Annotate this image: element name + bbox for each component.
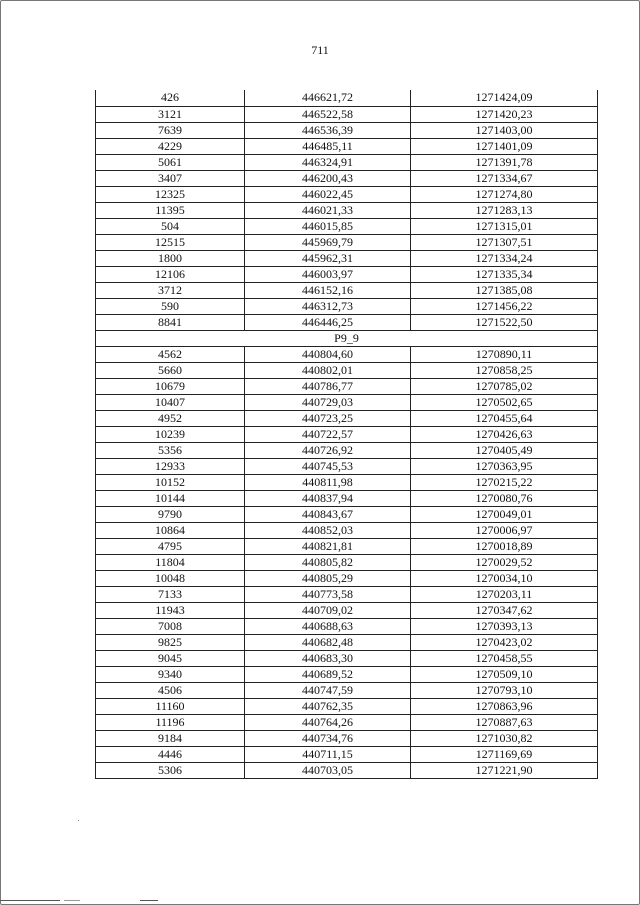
point-number-cell: 11804 [96, 554, 245, 570]
table-row [96, 234, 598, 250]
point-number-cell: 3121 [96, 106, 245, 122]
point-number-cell: 5660 [96, 362, 245, 378]
x-coordinate-cell: 446621,72 [245, 90, 411, 106]
x-coordinate-cell: 446022,45 [245, 186, 411, 202]
table-row [96, 202, 598, 218]
y-coordinate-cell: 1270455,64 [411, 410, 598, 426]
table-row [96, 714, 598, 730]
y-coordinate-cell: 1270049,01 [411, 506, 598, 522]
table-row [96, 506, 598, 522]
x-coordinate-cell: 440729,03 [245, 394, 411, 410]
table-row [96, 618, 598, 634]
table-row [96, 90, 598, 106]
x-coordinate-cell: 446021,33 [245, 202, 411, 218]
point-number-cell: 4229 [96, 138, 245, 154]
point-number-cell: 4795 [96, 538, 245, 554]
y-coordinate-cell: 1271385,08 [411, 282, 598, 298]
point-number-cell: 10864 [96, 522, 245, 538]
table-row [96, 730, 598, 746]
table-row [96, 650, 598, 666]
x-coordinate-cell: 446536,39 [245, 122, 411, 138]
x-coordinate-cell: 440843,67 [245, 506, 411, 522]
table-row [96, 106, 598, 122]
x-coordinate-cell: 440747,59 [245, 682, 411, 698]
y-coordinate-cell: 1270785,02 [411, 378, 598, 394]
point-number-cell: 3712 [96, 282, 245, 298]
table-row [96, 746, 598, 762]
table-row [96, 378, 598, 394]
point-number-cell: 11196 [96, 714, 245, 730]
table-row [96, 186, 598, 202]
x-coordinate-cell: 440805,29 [245, 570, 411, 586]
point-number-cell: 10152 [96, 474, 245, 490]
x-coordinate-cell: 446485,11 [245, 138, 411, 154]
point-number-cell: 10048 [96, 570, 245, 586]
point-number-cell: 4562 [96, 346, 245, 362]
point-number-cell: 12106 [96, 266, 245, 282]
x-coordinate-cell: 440703,05 [245, 762, 411, 778]
table-row [96, 490, 598, 506]
point-number-cell: 5306 [96, 762, 245, 778]
x-coordinate-cell: 440802,01 [245, 362, 411, 378]
x-coordinate-cell: 440773,58 [245, 586, 411, 602]
coordinates-table [95, 90, 598, 779]
y-coordinate-cell: 1270423,02 [411, 634, 598, 650]
point-number-cell: 9825 [96, 634, 245, 650]
x-coordinate-cell: 440811,98 [245, 474, 411, 490]
y-coordinate-cell: 1270080,76 [411, 490, 598, 506]
table-row [96, 410, 598, 426]
y-coordinate-cell: 1271401,09 [411, 138, 598, 154]
point-number-cell: 10144 [96, 490, 245, 506]
table-row [96, 346, 598, 362]
table-row [96, 122, 598, 138]
y-coordinate-cell: 1271315,01 [411, 218, 598, 234]
x-coordinate-cell: 440726,92 [245, 442, 411, 458]
point-number-cell: 9045 [96, 650, 245, 666]
x-coordinate-cell: 445962,31 [245, 250, 411, 266]
footer-line [0, 900, 60, 901]
table-row [96, 602, 598, 618]
point-number-cell: 12325 [96, 186, 245, 202]
y-coordinate-cell: 1270006,97 [411, 522, 598, 538]
table-row [96, 634, 598, 650]
y-coordinate-cell: 1270858,25 [411, 362, 598, 378]
point-number-cell: 9790 [96, 506, 245, 522]
y-coordinate-cell: 1271334,67 [411, 170, 598, 186]
section-header-row [96, 330, 598, 346]
table-row [96, 362, 598, 378]
point-number-cell: 10407 [96, 394, 245, 410]
point-number-cell: 11395 [96, 202, 245, 218]
y-coordinate-cell: 1270215,22 [411, 474, 598, 490]
table-row [96, 250, 598, 266]
point-number-cell: 8841 [96, 314, 245, 330]
x-coordinate-cell: 446446,25 [245, 314, 411, 330]
x-coordinate-cell: 440688,63 [245, 618, 411, 634]
y-coordinate-cell: 1270018,89 [411, 538, 598, 554]
y-coordinate-cell: 1271030,82 [411, 730, 598, 746]
x-coordinate-cell: 440821,81 [245, 538, 411, 554]
x-coordinate-cell: 446200,43 [245, 170, 411, 186]
x-coordinate-cell: 440852,03 [245, 522, 411, 538]
footer-scan-lines [0, 900, 160, 902]
point-number-cell: 5061 [96, 154, 245, 170]
y-coordinate-cell: 1271403,00 [411, 122, 598, 138]
x-coordinate-cell: 440689,52 [245, 666, 411, 682]
y-coordinate-cell: 1271335,34 [411, 266, 598, 282]
coordinates-table-body [96, 90, 598, 778]
x-coordinate-cell: 440709,02 [245, 602, 411, 618]
y-coordinate-cell: 1270363,95 [411, 458, 598, 474]
x-coordinate-cell: 440745,53 [245, 458, 411, 474]
y-coordinate-cell: 1270890,11 [411, 346, 598, 362]
point-number-cell: 12933 [96, 458, 245, 474]
point-number-cell: 4952 [96, 410, 245, 426]
y-coordinate-cell: 1271522,50 [411, 314, 598, 330]
y-coordinate-cell: 1271221,90 [411, 762, 598, 778]
table-row [96, 282, 598, 298]
table-row [96, 426, 598, 442]
point-number-cell: 9340 [96, 666, 245, 682]
table-row [96, 170, 598, 186]
point-number-cell: 4446 [96, 746, 245, 762]
y-coordinate-cell: 1270887,63 [411, 714, 598, 730]
y-coordinate-cell: 1270502,65 [411, 394, 598, 410]
point-number-cell: 10679 [96, 378, 245, 394]
point-number-cell: 4506 [96, 682, 245, 698]
point-number-cell: 10239 [96, 426, 245, 442]
point-number-cell: 504 [96, 218, 245, 234]
y-coordinate-cell: 1270405,49 [411, 442, 598, 458]
footer-line [140, 900, 158, 901]
y-coordinate-cell: 1270393,13 [411, 618, 598, 634]
section-title: Р9_9 [96, 330, 598, 346]
x-coordinate-cell: 440837,94 [245, 490, 411, 506]
x-coordinate-cell: 446324,91 [245, 154, 411, 170]
y-coordinate-cell: 1270509,10 [411, 666, 598, 682]
y-coordinate-cell: 1270029,52 [411, 554, 598, 570]
y-coordinate-cell: 1271420,23 [411, 106, 598, 122]
y-coordinate-cell: 1271307,51 [411, 234, 598, 250]
table-row [96, 138, 598, 154]
x-coordinate-cell: 446312,73 [245, 298, 411, 314]
y-coordinate-cell: 1271274,80 [411, 186, 598, 202]
scan-speck [78, 820, 79, 821]
table-row [96, 154, 598, 170]
point-number-cell: 1800 [96, 250, 245, 266]
table-row [96, 538, 598, 554]
y-coordinate-cell: 1270863,96 [411, 698, 598, 714]
y-coordinate-cell: 1270426,63 [411, 426, 598, 442]
x-coordinate-cell: 440682,48 [245, 634, 411, 650]
y-coordinate-cell: 1271424,09 [411, 90, 598, 106]
page-number: 711 [311, 43, 329, 57]
table-row [96, 522, 598, 538]
y-coordinate-cell: 1270347,62 [411, 602, 598, 618]
y-coordinate-cell: 1270793,10 [411, 682, 598, 698]
y-coordinate-cell: 1271169,69 [411, 746, 598, 762]
x-coordinate-cell: 440804,60 [245, 346, 411, 362]
point-number-cell: 3407 [96, 170, 245, 186]
x-coordinate-cell: 440805,82 [245, 554, 411, 570]
table-row [96, 570, 598, 586]
x-coordinate-cell: 440683,30 [245, 650, 411, 666]
table-row [96, 554, 598, 570]
y-coordinate-cell: 1271391,78 [411, 154, 598, 170]
footer-line [64, 900, 80, 901]
x-coordinate-cell: 440786,77 [245, 378, 411, 394]
table-row [96, 298, 598, 314]
point-number-cell: 9184 [96, 730, 245, 746]
table-row [96, 218, 598, 234]
x-coordinate-cell: 440734,76 [245, 730, 411, 746]
x-coordinate-cell: 446152,16 [245, 282, 411, 298]
table-row [96, 666, 598, 682]
y-coordinate-cell: 1270203,11 [411, 586, 598, 602]
point-number-cell: 7639 [96, 122, 245, 138]
x-coordinate-cell: 440722,57 [245, 426, 411, 442]
table-row [96, 458, 598, 474]
y-coordinate-cell: 1270458,55 [411, 650, 598, 666]
point-number-cell: 5356 [96, 442, 245, 458]
y-coordinate-cell: 1270034,10 [411, 570, 598, 586]
table-row [96, 394, 598, 410]
point-number-cell: 426 [96, 90, 245, 106]
table-row [96, 586, 598, 602]
table-row [96, 266, 598, 282]
table-row [96, 682, 598, 698]
x-coordinate-cell: 440764,26 [245, 714, 411, 730]
point-number-cell: 12515 [96, 234, 245, 250]
point-number-cell: 590 [96, 298, 245, 314]
x-coordinate-cell: 440723,25 [245, 410, 411, 426]
table-row [96, 314, 598, 330]
x-coordinate-cell: 446003,97 [245, 266, 411, 282]
x-coordinate-cell: 440711,15 [245, 746, 411, 762]
table-row [96, 442, 598, 458]
y-coordinate-cell: 1271283,13 [411, 202, 598, 218]
point-number-cell: 7008 [96, 618, 245, 634]
point-number-cell: 11160 [96, 698, 245, 714]
point-number-cell: 7133 [96, 586, 245, 602]
x-coordinate-cell: 445969,79 [245, 234, 411, 250]
table-row [96, 474, 598, 490]
y-coordinate-cell: 1271456,22 [411, 298, 598, 314]
table-row [96, 698, 598, 714]
x-coordinate-cell: 440762,35 [245, 698, 411, 714]
point-number-cell: 11943 [96, 602, 245, 618]
y-coordinate-cell: 1271334,24 [411, 250, 598, 266]
x-coordinate-cell: 446522,58 [245, 106, 411, 122]
x-coordinate-cell: 446015,85 [245, 218, 411, 234]
table-row [96, 762, 598, 778]
